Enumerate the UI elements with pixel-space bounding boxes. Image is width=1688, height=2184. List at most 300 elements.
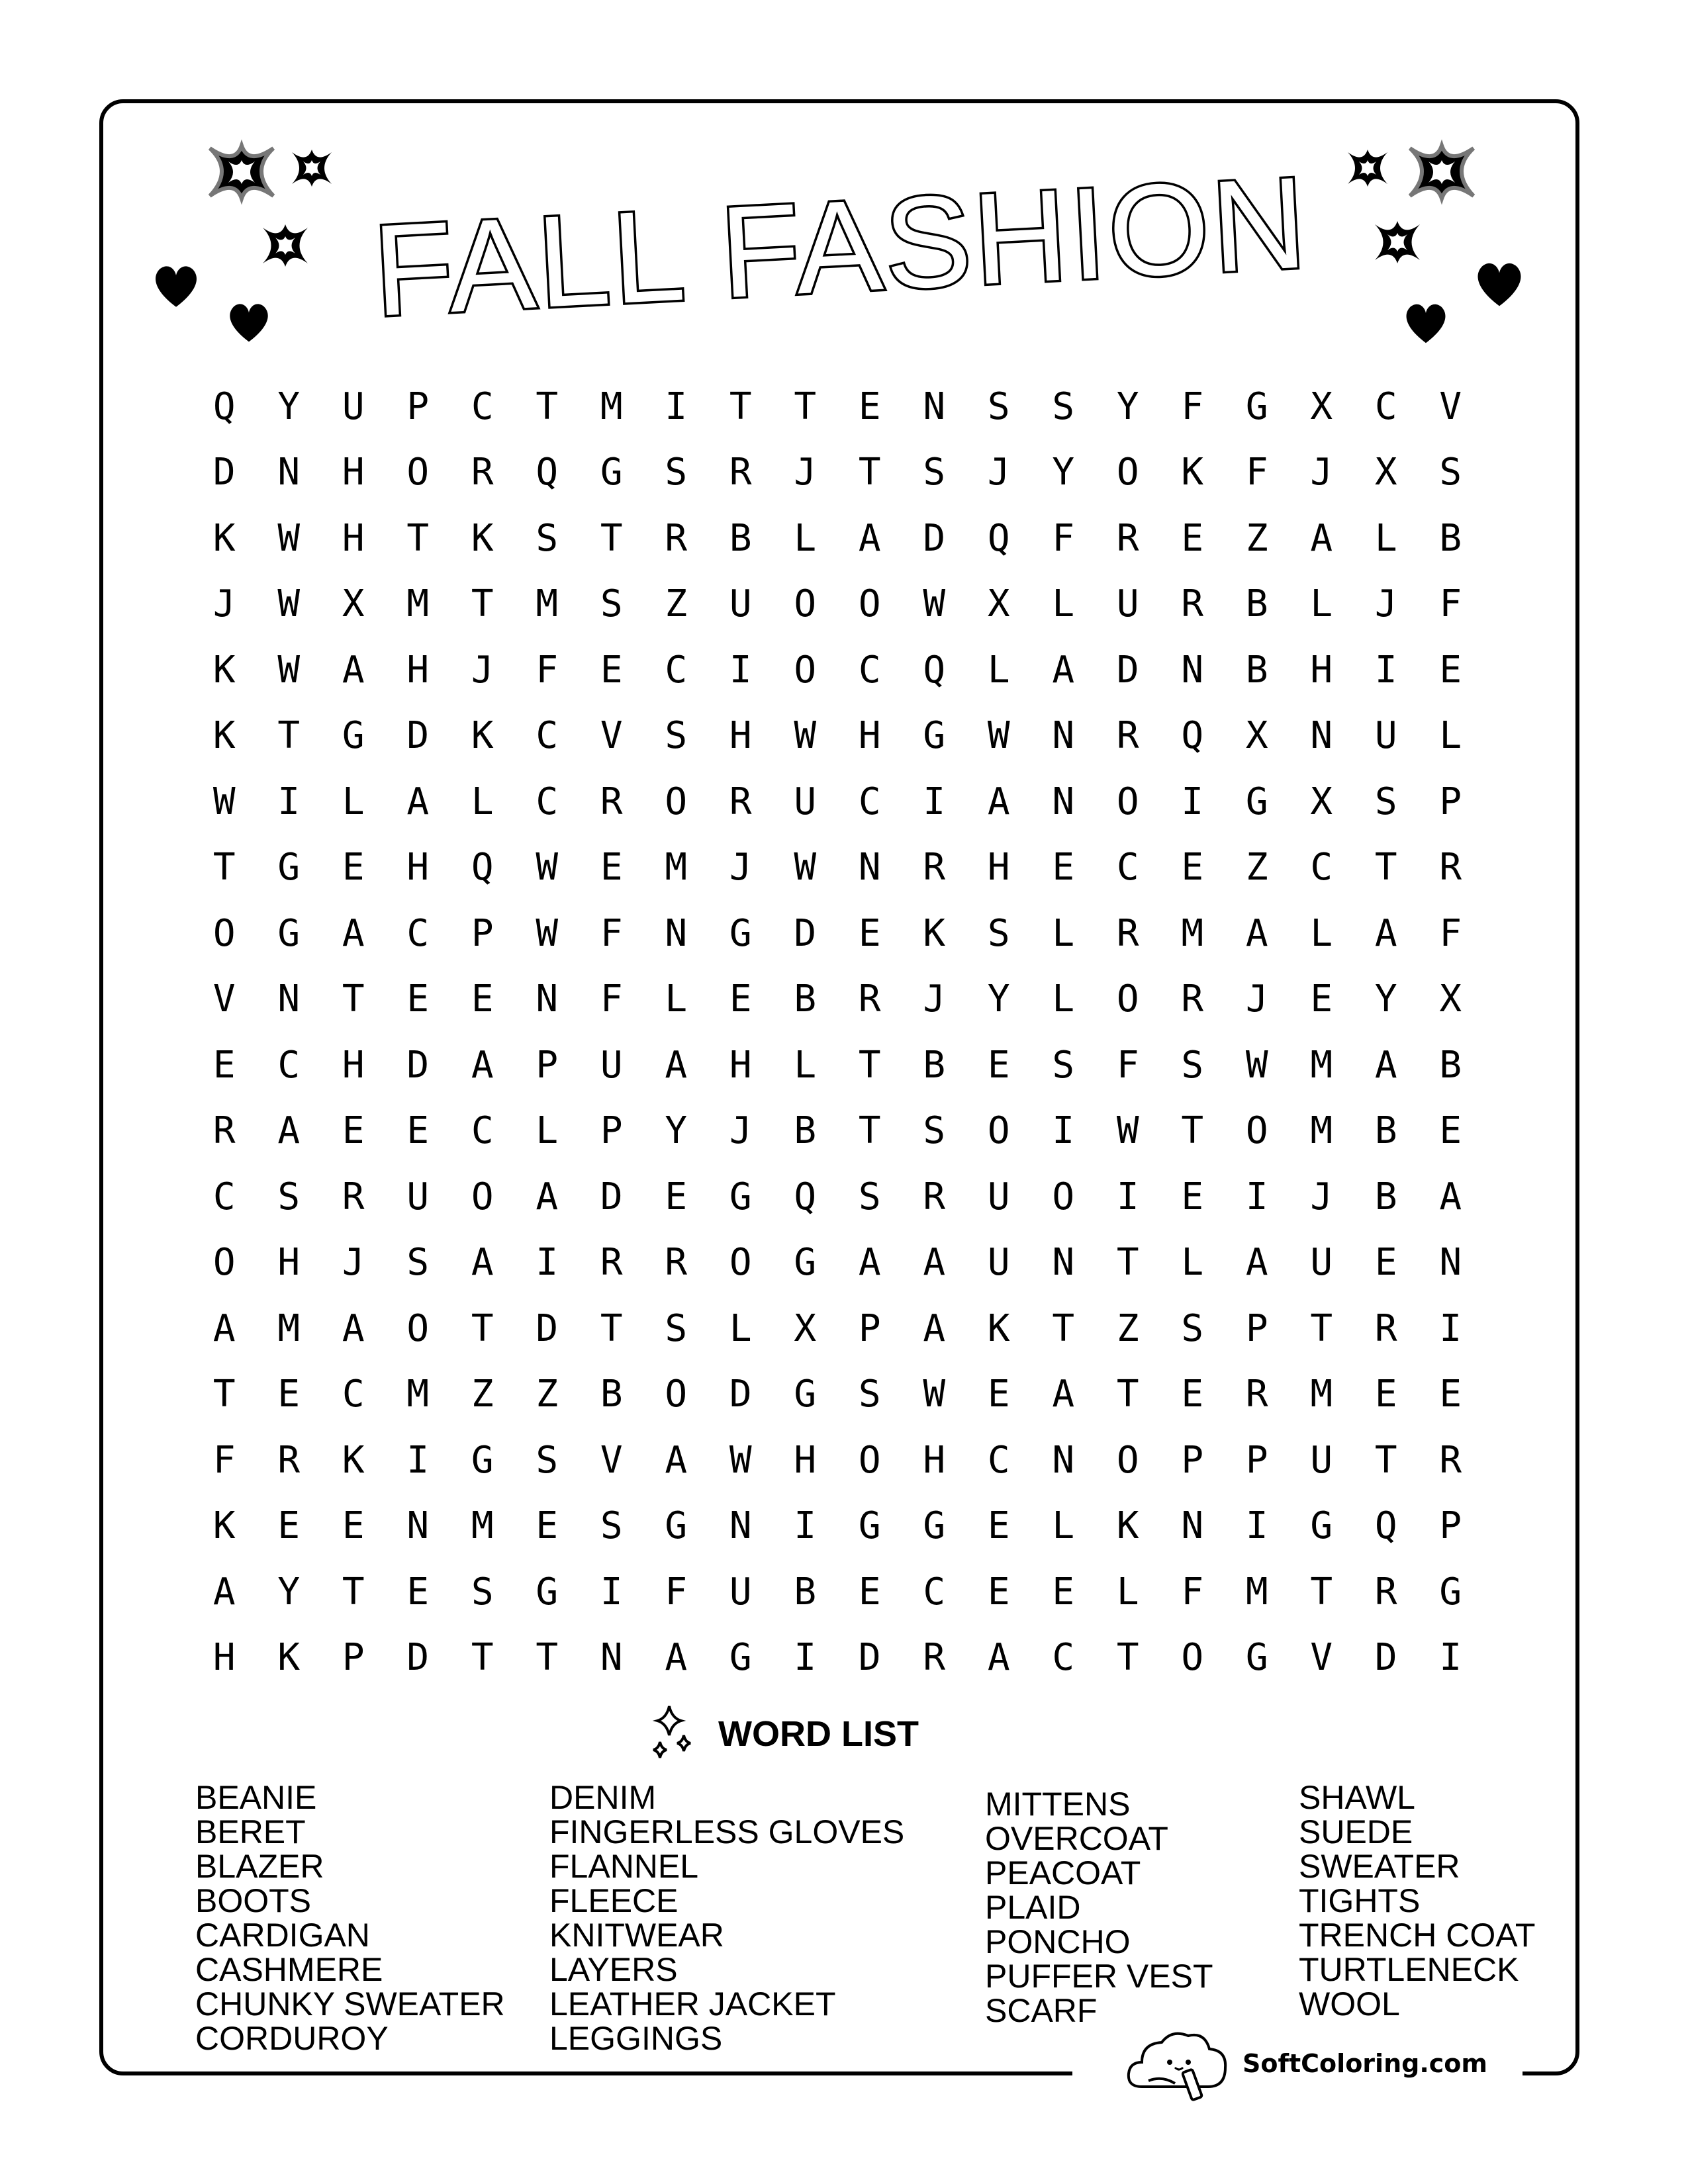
- grid-letter: G: [471, 1438, 494, 1482]
- word-list-item: CORDUROY: [195, 2020, 389, 2057]
- grid-letter: I: [1245, 1175, 1268, 1218]
- grid-letter: T: [858, 451, 881, 494]
- grid-letter: M: [1310, 1373, 1333, 1416]
- grid-letter: Y: [277, 1570, 301, 1614]
- grid-letter: C: [277, 1043, 301, 1087]
- grid-row: [192, 1032, 1483, 1099]
- grid-letter: H: [729, 1043, 752, 1087]
- grid-letter: T: [342, 1570, 365, 1614]
- grid-letter: J: [342, 1241, 365, 1285]
- grid-row: [192, 637, 1483, 704]
- grid-letter: C: [923, 1570, 946, 1614]
- grid-letter: D: [212, 451, 236, 494]
- grid-letter: X: [1374, 451, 1397, 494]
- grid-letter: C: [1116, 846, 1139, 889]
- grid-letter: F: [1439, 582, 1462, 626]
- grid-letter: C: [858, 780, 881, 823]
- grid-letter: Z: [1116, 1306, 1139, 1350]
- grid-letter: E: [277, 1373, 301, 1416]
- grid-letter: S: [665, 1306, 688, 1350]
- grid-letter: J: [1245, 978, 1268, 1021]
- grid-letter: M: [406, 1373, 430, 1416]
- grid-letter: D: [406, 1043, 430, 1087]
- grid-letter: G: [600, 451, 623, 494]
- grid-letter: G: [536, 1570, 559, 1614]
- grid-letter: Z: [536, 1373, 559, 1416]
- grid-letter: T: [1116, 1373, 1139, 1416]
- grid-letter: M: [277, 1306, 301, 1350]
- grid-letter: D: [729, 1373, 752, 1416]
- sparkle-icon: [202, 136, 281, 208]
- grid-letter: I: [794, 1636, 817, 1680]
- grid-letter: F: [1245, 451, 1268, 494]
- grid-letter: A: [1439, 1175, 1462, 1218]
- grid-letter: T: [536, 1636, 559, 1680]
- grid-letter: A: [923, 1241, 946, 1285]
- sparkle-icon: [288, 144, 336, 192]
- grid-letter: S: [1181, 1043, 1204, 1087]
- grid-letter: A: [471, 1241, 494, 1285]
- grid-letter: G: [342, 714, 365, 758]
- grid-letter: L: [536, 1109, 559, 1153]
- grid-letter: R: [1116, 714, 1139, 758]
- grid-letter: J: [729, 846, 752, 889]
- grid-letter: L: [1374, 516, 1397, 560]
- grid-letter: R: [923, 1636, 946, 1680]
- grid-letter: R: [600, 1241, 623, 1285]
- word-list-item: KNITWEAR: [549, 1917, 724, 1954]
- grid-letter: B: [1439, 1043, 1462, 1087]
- grid-letter: V: [1310, 1636, 1333, 1680]
- grid-letter: R: [1245, 1373, 1268, 1416]
- grid-letter: R: [923, 1175, 946, 1218]
- grid-letter: A: [406, 780, 430, 823]
- grid-letter: Z: [1245, 846, 1268, 889]
- grid-letter: U: [600, 1043, 623, 1087]
- word-list-item: BEANIE: [195, 1779, 317, 1816]
- grid-letter: H: [342, 516, 365, 560]
- grid-letter: O: [665, 1373, 688, 1416]
- grid-letter: S: [987, 385, 1010, 428]
- grid-row: [192, 572, 1483, 638]
- grid-letter: S: [536, 516, 559, 560]
- grid-letter: R: [729, 780, 752, 823]
- grid-letter: C: [471, 1109, 494, 1153]
- grid-letter: L: [1052, 911, 1075, 955]
- grid-letter: D: [1116, 648, 1139, 692]
- grid-letter: A: [665, 1438, 688, 1482]
- grid-letter: G: [1310, 1504, 1333, 1548]
- word-list-item: BOOTS: [195, 1882, 312, 1919]
- grid-letter: N: [1439, 1241, 1462, 1285]
- word-list-item: SHAWL: [1299, 1779, 1415, 1816]
- word-list-item: FINGERLESS GLOVES: [549, 1813, 905, 1850]
- grid-letter: O: [406, 1306, 430, 1350]
- grid-letter: M: [1245, 1570, 1268, 1614]
- grid-letter: T: [794, 385, 817, 428]
- grid-letter: N: [1052, 780, 1075, 823]
- grid-letter: H: [1310, 648, 1333, 692]
- grid-letter: L: [1310, 582, 1333, 626]
- word-list-column-1: [195, 1780, 505, 2056]
- grid-letter: N: [1052, 1438, 1075, 1482]
- word-list-item: TURTLENECK: [1299, 1951, 1519, 1988]
- grid-letter: T: [858, 1109, 881, 1153]
- grid-letter: T: [471, 1636, 494, 1680]
- grid-letter: M: [600, 385, 623, 428]
- grid-letter: W: [923, 582, 946, 626]
- word-list-item: LEATHER JACKET: [549, 1985, 836, 2023]
- grid-letter: L: [794, 1043, 817, 1087]
- grid-letter: L: [1310, 911, 1333, 955]
- brand-text: SoftColoring.com: [1243, 2049, 1487, 2078]
- grid-letter: E: [536, 1504, 559, 1548]
- grid-letter: S: [923, 451, 946, 494]
- grid-letter: E: [212, 1043, 236, 1087]
- grid-letter: T: [471, 1306, 494, 1350]
- word-list-item: SUEDE: [1299, 1813, 1413, 1850]
- grid-letter: H: [277, 1241, 301, 1285]
- grid-letter: Y: [665, 1109, 688, 1153]
- word-list-item: CASHMERE: [195, 1951, 383, 1988]
- word-list-item: LAYERS: [549, 1951, 678, 1988]
- grid-letter: C: [342, 1373, 365, 1416]
- grid-letter: F: [600, 911, 623, 955]
- grid-letter: P: [536, 1043, 559, 1087]
- grid-letter: E: [342, 846, 365, 889]
- grid-letter: B: [923, 1043, 946, 1087]
- grid-letter: K: [277, 1636, 301, 1680]
- grid-letter: E: [1310, 978, 1333, 1021]
- sparkle-icon: [258, 218, 312, 273]
- grid-letter: S: [1374, 780, 1397, 823]
- grid-letter: A: [1374, 1043, 1397, 1087]
- grid-letter: P: [1245, 1438, 1268, 1482]
- word-list-item: SCARF: [985, 1992, 1098, 2029]
- grid-letter: J: [1310, 451, 1333, 494]
- grid-letter: I: [277, 780, 301, 823]
- grid-letter: T: [212, 846, 236, 889]
- grid-letter: T: [471, 582, 494, 626]
- grid-letter: M: [1310, 1043, 1333, 1087]
- grid-letter: I: [729, 648, 752, 692]
- grid-letter: E: [342, 1504, 365, 1548]
- grid-letter: J: [471, 648, 494, 692]
- grid-letter: R: [1116, 516, 1139, 560]
- grid-letter: Q: [1374, 1504, 1397, 1548]
- grid-letter: X: [987, 582, 1010, 626]
- word-list-column-4: [1299, 1780, 1535, 2021]
- grid-letter: A: [987, 780, 1010, 823]
- grid-letter: O: [471, 1175, 494, 1218]
- grid-letter: T: [1374, 846, 1397, 889]
- grid-letter: E: [471, 978, 494, 1021]
- grid-letter: E: [600, 648, 623, 692]
- grid-letter: K: [1181, 451, 1204, 494]
- grid-letter: J: [212, 582, 236, 626]
- word-list-item: OVERCOAT: [985, 1820, 1168, 1857]
- grid-letter: Z: [665, 582, 688, 626]
- grid-letter: H: [342, 451, 365, 494]
- grid-letter: E: [858, 1570, 881, 1614]
- grid-letter: E: [1374, 1373, 1397, 1416]
- grid-letter: N: [1181, 1504, 1204, 1548]
- grid-letter: F: [1052, 516, 1075, 560]
- grid-letter: A: [342, 911, 365, 955]
- grid-letter: V: [1439, 385, 1462, 428]
- grid-letter: I: [1052, 1109, 1075, 1153]
- grid-letter: W: [277, 582, 301, 626]
- grid-letter: T: [1181, 1109, 1204, 1153]
- grid-letter: L: [987, 648, 1010, 692]
- grid-letter: E: [729, 978, 752, 1021]
- grid-letter: W: [277, 516, 301, 560]
- grid-letter: N: [536, 978, 559, 1021]
- grid-letter: G: [923, 1504, 946, 1548]
- word-list-item: PUFFER VEST: [985, 1958, 1213, 1995]
- grid-letter: B: [1374, 1175, 1397, 1218]
- grid-letter: O: [1116, 780, 1139, 823]
- grid-letter: I: [536, 1241, 559, 1285]
- grid-letter: T: [1310, 1306, 1333, 1350]
- grid-letter: U: [1374, 714, 1397, 758]
- grid-letter: K: [471, 714, 494, 758]
- grid-letter: N: [1052, 1241, 1075, 1285]
- grid-letter: E: [987, 1570, 1010, 1614]
- heart-icon: [224, 296, 274, 347]
- grid-letter: W: [923, 1373, 946, 1416]
- grid-letter: U: [1116, 582, 1139, 626]
- grid-letter: C: [471, 385, 494, 428]
- grid-letter: T: [1116, 1636, 1139, 1680]
- grid-letter: I: [1181, 780, 1204, 823]
- grid-letter: R: [729, 451, 752, 494]
- word-list-item: BERET: [195, 1813, 306, 1850]
- grid-letter: E: [858, 385, 881, 428]
- grid-letter: P: [471, 911, 494, 955]
- grid-letter: L: [1439, 714, 1462, 758]
- grid-letter: E: [858, 911, 881, 955]
- grid-letter: E: [1052, 1570, 1075, 1614]
- grid-letter: B: [729, 516, 752, 560]
- grid-letter: L: [665, 978, 688, 1021]
- grid-letter: U: [729, 582, 752, 626]
- grid-letter: W: [794, 846, 817, 889]
- grid-letter: K: [1116, 1504, 1139, 1548]
- grid-letter: G: [277, 911, 301, 955]
- grid-letter: Q: [1181, 714, 1204, 758]
- word-list-item: FLANNEL: [549, 1848, 699, 1885]
- word-list-column-3: [985, 1787, 1213, 2028]
- word-list-item: DENIM: [549, 1779, 657, 1816]
- grid-letter: I: [600, 1570, 623, 1614]
- grid-letter: E: [987, 1504, 1010, 1548]
- grid-letter: S: [923, 1109, 946, 1153]
- grid-letter: P: [1439, 780, 1462, 823]
- grid-letter: E: [665, 1175, 688, 1218]
- grid-letter: R: [665, 1241, 688, 1285]
- grid-letter: V: [600, 1438, 623, 1482]
- grid-letter: R: [1439, 1438, 1462, 1482]
- grid-letter: P: [1439, 1504, 1462, 1548]
- grid-letter: J: [923, 978, 946, 1021]
- grid-letter: D: [923, 516, 946, 560]
- grid-letter: A: [1245, 1241, 1268, 1285]
- grid-row: [192, 835, 1483, 901]
- grid-letter: A: [1052, 648, 1075, 692]
- grid-letter: R: [342, 1175, 365, 1218]
- grid-letter: R: [1181, 978, 1204, 1021]
- grid-letter: B: [1439, 516, 1462, 560]
- grid-letter: K: [342, 1438, 365, 1482]
- grid-letter: W: [729, 1438, 752, 1482]
- grid-letter: D: [600, 1175, 623, 1218]
- grid-row: [192, 1559, 1483, 1625]
- grid-letter: K: [212, 714, 236, 758]
- grid-letter: S: [1052, 1043, 1075, 1087]
- grid-letter: A: [471, 1043, 494, 1087]
- grid-letter: U: [1310, 1438, 1333, 1482]
- grid-letter: C: [406, 911, 430, 955]
- word-list-item: FLEECE: [549, 1882, 679, 1919]
- grid-letter: I: [665, 385, 688, 428]
- grid-letter: A: [858, 516, 881, 560]
- grid-letter: G: [858, 1504, 881, 1548]
- word-list-item: PEACOAT: [985, 1854, 1141, 1891]
- grid-letter: M: [665, 846, 688, 889]
- grid-letter: G: [1439, 1570, 1462, 1614]
- grid-letter: N: [277, 451, 301, 494]
- grid-letter: N: [665, 911, 688, 955]
- grid-letter: E: [406, 1109, 430, 1153]
- grid-row: [192, 1099, 1483, 1165]
- grid-letter: I: [1439, 1306, 1462, 1350]
- grid-letter: D: [536, 1306, 559, 1350]
- grid-letter: S: [471, 1570, 494, 1614]
- grid-letter: B: [1245, 582, 1268, 626]
- grid-letter: A: [277, 1109, 301, 1153]
- grid-letter: R: [471, 451, 494, 494]
- grid-letter: N: [1310, 714, 1333, 758]
- grid-letter: C: [858, 648, 881, 692]
- grid-letter: Z: [471, 1373, 494, 1416]
- grid-letter: O: [1052, 1175, 1075, 1218]
- grid-letter: C: [1374, 385, 1397, 428]
- word-list-item: PLAID: [985, 1889, 1081, 1926]
- grid-letter: X: [794, 1306, 817, 1350]
- word-list-item: TIGHTS: [1299, 1882, 1421, 1919]
- grid-letter: L: [1052, 582, 1075, 626]
- grid-letter: G: [923, 714, 946, 758]
- grid-letter: R: [665, 516, 688, 560]
- grid-letter: G: [729, 911, 752, 955]
- grid-letter: S: [858, 1175, 881, 1218]
- grid-letter: E: [1439, 1109, 1462, 1153]
- grid-letter: S: [600, 1504, 623, 1548]
- grid-letter: R: [1439, 846, 1462, 889]
- grid-letter: G: [794, 1241, 817, 1285]
- grid-letter: L: [794, 516, 817, 560]
- grid-letter: T: [600, 516, 623, 560]
- grid-letter: M: [471, 1504, 494, 1548]
- grid-letter: B: [1245, 648, 1268, 692]
- grid-letter: E: [1374, 1241, 1397, 1285]
- grid-letter: T: [277, 714, 301, 758]
- grid-letter: C: [987, 1438, 1010, 1482]
- grid-letter: J: [794, 451, 817, 494]
- grid-letter: R: [277, 1438, 301, 1482]
- grid-letter: Y: [1374, 978, 1397, 1021]
- grid-row: [192, 967, 1483, 1033]
- grid-row: [192, 374, 1483, 440]
- grid-letter: F: [1181, 1570, 1204, 1614]
- grid-letter: Q: [212, 385, 236, 428]
- grid-letter: A: [1245, 911, 1268, 955]
- grid-letter: D: [1374, 1636, 1397, 1680]
- grid-letter: G: [729, 1636, 752, 1680]
- grid-letter: C: [536, 780, 559, 823]
- grid-letter: C: [1310, 846, 1333, 889]
- word-list-item: LEGGINGS: [549, 2020, 723, 2057]
- word-list-item: SWEATER: [1299, 1848, 1460, 1885]
- grid-letter: H: [987, 846, 1010, 889]
- sparkles-icon: [645, 1701, 698, 1767]
- grid-row: [192, 704, 1483, 770]
- grid-letter: Y: [277, 385, 301, 428]
- grid-letter: G: [1245, 385, 1268, 428]
- grid-letter: A: [1374, 911, 1397, 955]
- grid-letter: G: [277, 846, 301, 889]
- grid-letter: F: [1181, 385, 1204, 428]
- grid-letter: O: [406, 451, 430, 494]
- grid-row: [192, 1625, 1483, 1692]
- grid-letter: S: [665, 714, 688, 758]
- grid-letter: V: [212, 978, 236, 1021]
- grid-letter: O: [212, 911, 236, 955]
- grid-letter: U: [987, 1241, 1010, 1285]
- grid-letter: G: [1245, 780, 1268, 823]
- grid-letter: E: [342, 1109, 365, 1153]
- grid-letter: L: [1052, 1504, 1075, 1548]
- grid-letter: P: [858, 1306, 881, 1350]
- grid-letter: N: [1052, 714, 1075, 758]
- grid-row: [192, 1428, 1483, 1494]
- grid-letter: U: [406, 1175, 430, 1218]
- grid-letter: S: [600, 582, 623, 626]
- grid-letter: S: [1181, 1306, 1204, 1350]
- grid-letter: A: [342, 648, 365, 692]
- grid-row: [192, 1164, 1483, 1230]
- grid-letter: S: [1439, 451, 1462, 494]
- grid-letter: I: [1245, 1504, 1268, 1548]
- grid-letter: F: [536, 648, 559, 692]
- brand-logo: [1122, 2024, 1487, 2103]
- grid-letter: T: [342, 978, 365, 1021]
- grid-letter: P: [1181, 1438, 1204, 1482]
- grid-letter: S: [987, 911, 1010, 955]
- sparkle-icon: [1344, 144, 1391, 192]
- grid-letter: Y: [1052, 451, 1075, 494]
- grid-letter: I: [406, 1438, 430, 1482]
- grid-letter: S: [406, 1241, 430, 1285]
- grid-letter: N: [406, 1504, 430, 1548]
- grid-letter: E: [1181, 1175, 1204, 1218]
- grid-letter: D: [406, 1636, 430, 1680]
- grid-letter: O: [1181, 1636, 1204, 1680]
- grid-letter: H: [406, 846, 430, 889]
- grid-letter: R: [600, 780, 623, 823]
- sparkle-icon: [1370, 215, 1425, 269]
